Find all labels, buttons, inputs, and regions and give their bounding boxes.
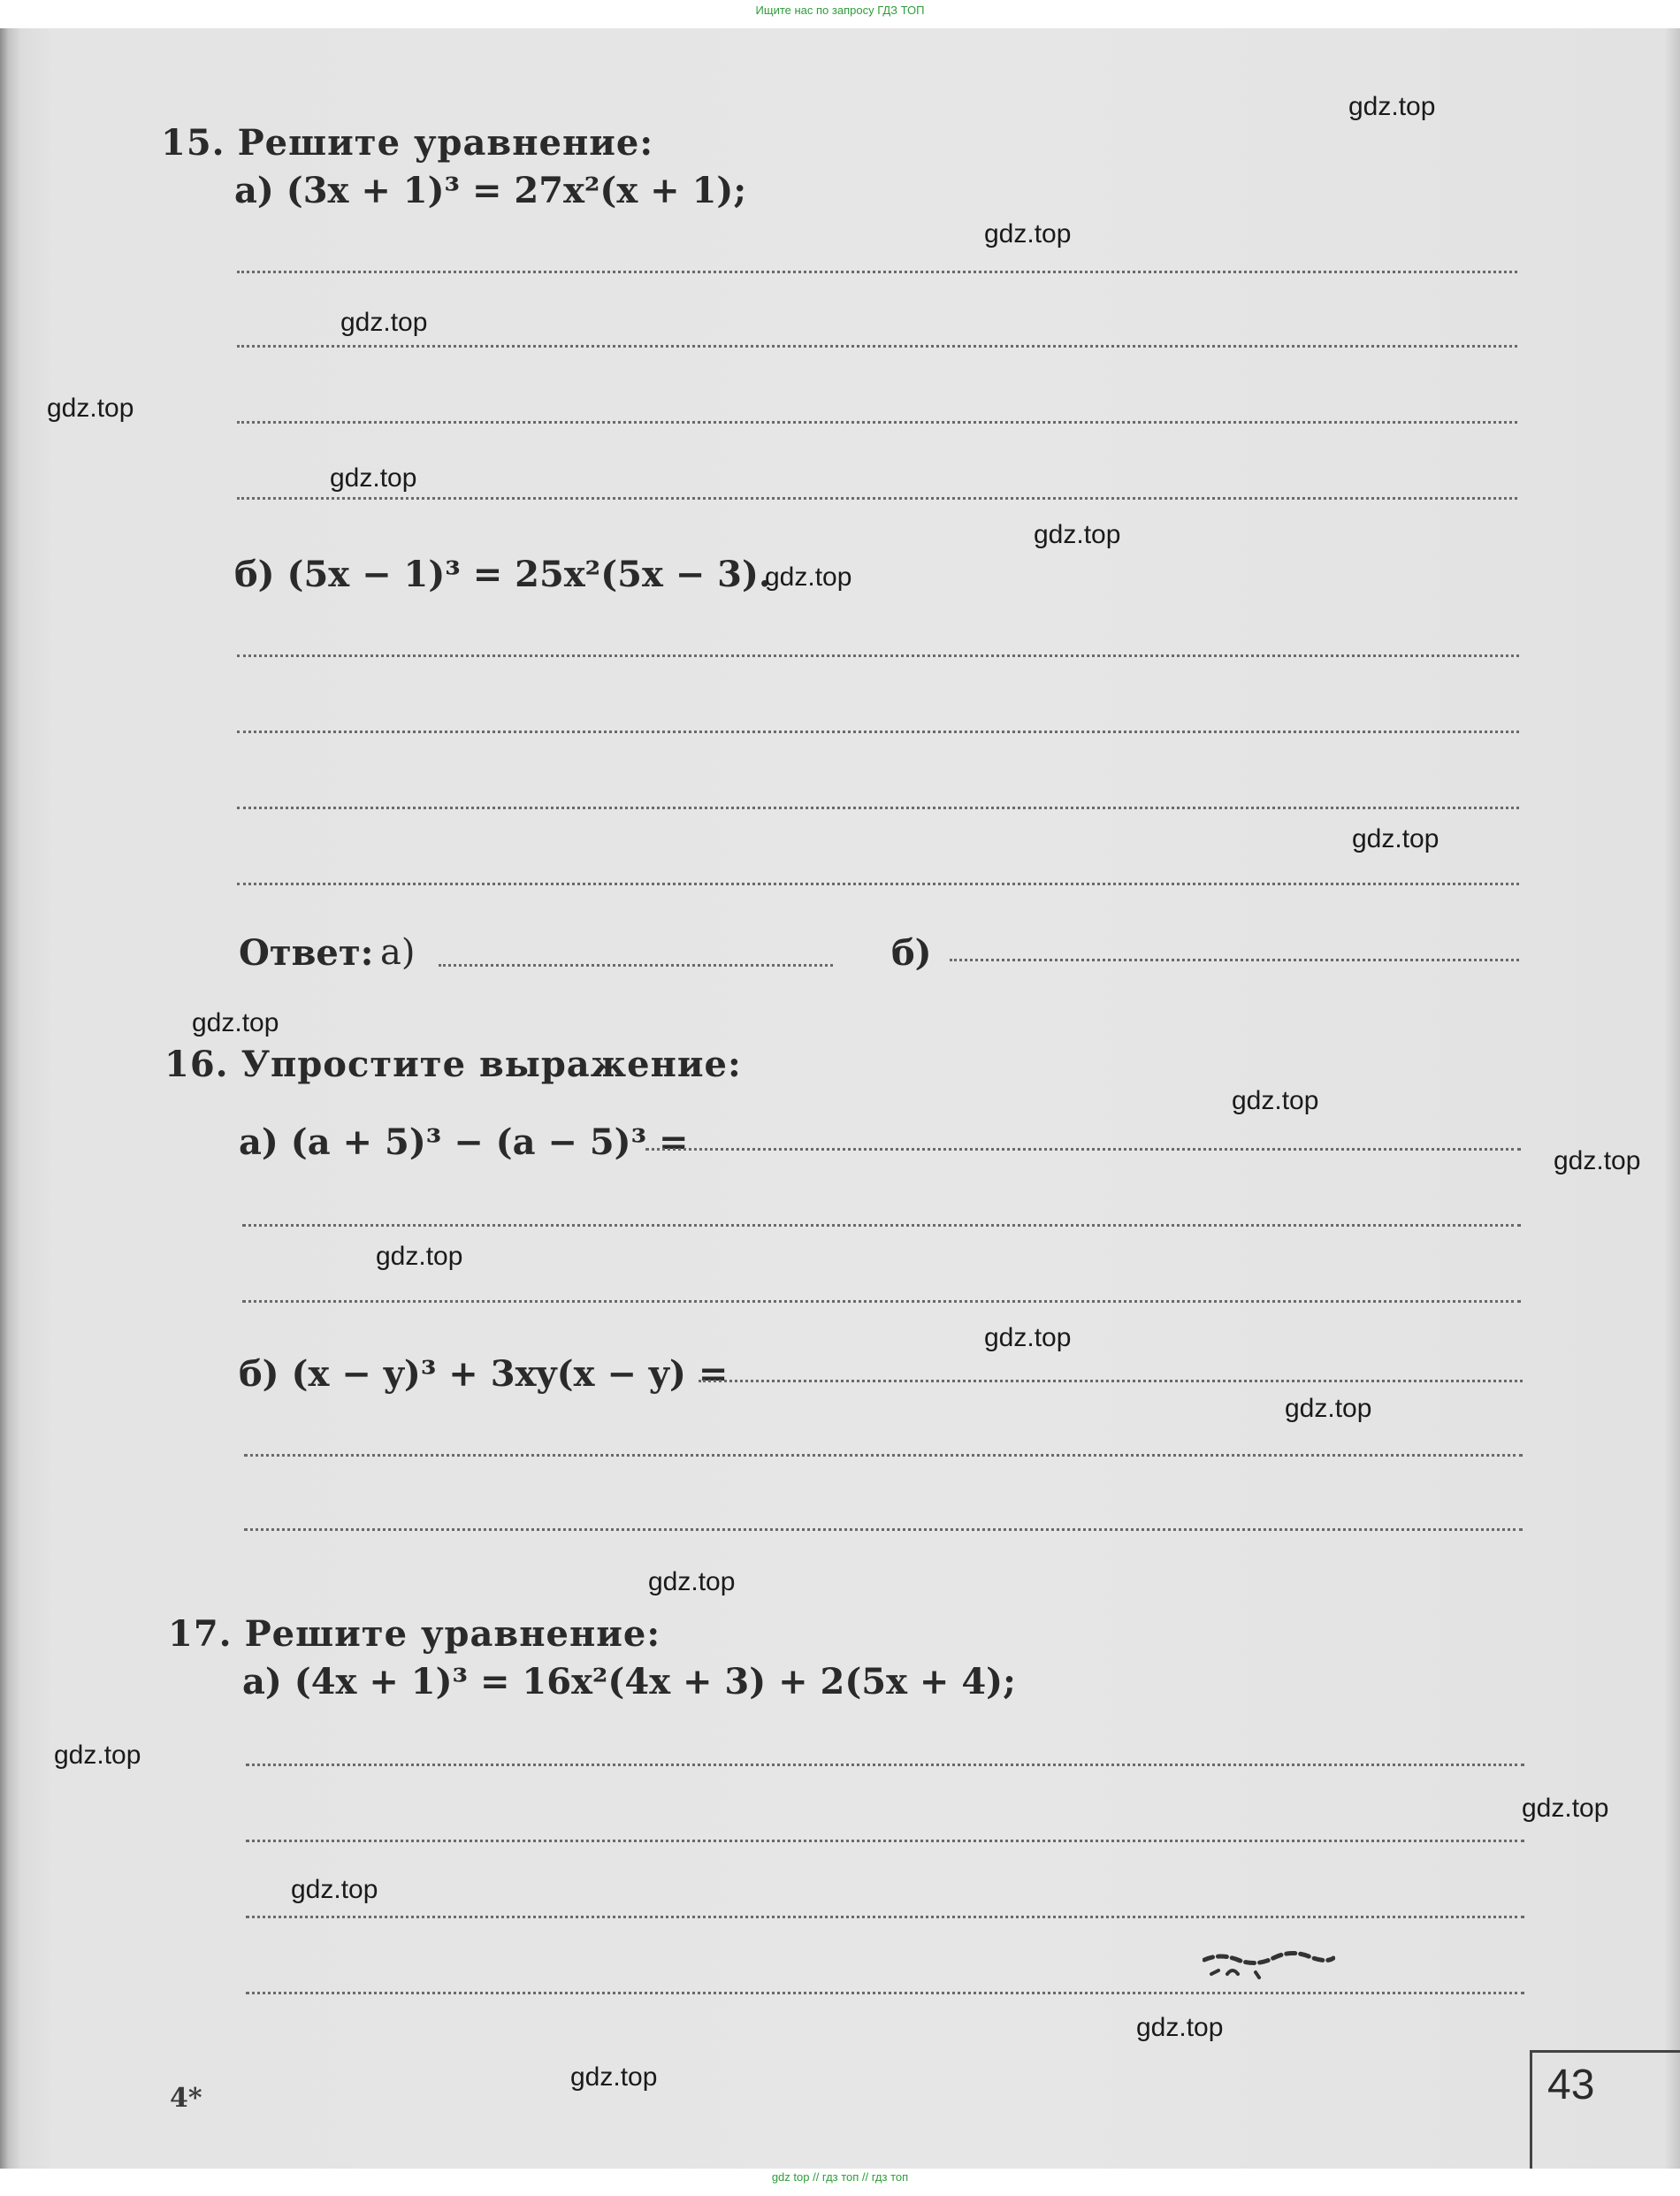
task-17-number: 17.	[168, 1613, 233, 1655]
top-banner[interactable]: Ищите нас по запросу ГДЗ ТОП	[755, 4, 925, 17]
task-15-answer-label: Ответ:	[239, 932, 374, 974]
watermark: gdz.top	[330, 463, 417, 493]
watermark: gdz.top	[192, 1008, 279, 1037]
task-15-answer-a-label: а)	[380, 932, 416, 973]
task-16b-formula: (x − y)³ + 3xy(x − y) =	[291, 1353, 729, 1395]
watermark: gdz.top	[1232, 1086, 1319, 1115]
watermark: gdz.top	[1034, 520, 1121, 549]
task-17-heading	[168, 1613, 661, 1655]
answer-line[interactable]	[246, 1764, 1524, 1766]
watermark: gdz.top	[1352, 824, 1439, 853]
task-17a-expression	[242, 1661, 1016, 1702]
task-16-title: Упростите выражение:	[241, 1044, 742, 1085]
watermark: gdz.top	[1522, 1794, 1609, 1823]
answer-line[interactable]	[244, 1528, 1523, 1531]
answer-line[interactable]	[645, 1148, 1521, 1151]
task-16-heading	[164, 1044, 742, 1085]
watermark: gdz.top	[765, 562, 852, 592]
answer-line[interactable]	[237, 654, 1519, 657]
task-17a-label: а)	[242, 1661, 282, 1702]
task-15-number: 15.	[161, 122, 225, 164]
answer-line[interactable]	[244, 1454, 1523, 1457]
task-15b-label: б)	[234, 554, 275, 595]
answer-line[interactable]	[246, 1916, 1524, 1918]
task-15b-formula: (5x − 1)³ = 25x²(5x − 3).	[286, 554, 771, 595]
watermark: gdz.top	[1348, 92, 1436, 121]
task-16a-formula: (a + 5)³ − (a − 5)³ =	[290, 1121, 689, 1163]
answer-line[interactable]	[242, 1300, 1521, 1303]
watermark: gdz.top	[340, 308, 428, 337]
answer-line[interactable]	[237, 345, 1517, 348]
workbook-page	[0, 28, 1680, 2169]
answer-a-field[interactable]	[439, 964, 833, 967]
answer-line[interactable]	[237, 731, 1519, 733]
watermark: gdz.top	[984, 219, 1072, 249]
ink-smudge	[1203, 1947, 1335, 1983]
task-15-answer-b-label: б)	[891, 932, 932, 974]
task-15b-expression	[234, 554, 771, 595]
task-16b-label: б)	[239, 1353, 279, 1395]
watermark: gdz.top	[648, 1567, 736, 1596]
answer-line[interactable]	[237, 497, 1517, 500]
task-15-heading	[161, 122, 653, 164]
task-16a-expression	[239, 1121, 689, 1163]
answer-line[interactable]	[246, 1992, 1524, 1994]
task-15-title: Решите уравнение:	[237, 122, 654, 164]
answer-line[interactable]	[242, 1224, 1521, 1227]
watermark: gdz.top	[376, 1242, 463, 1271]
task-16b-expression	[239, 1353, 728, 1395]
task-15a-expression	[234, 170, 746, 211]
watermark: gdz.top	[54, 1741, 141, 1770]
watermark: gdz.top	[1554, 1146, 1641, 1175]
watermark: gdz.top	[984, 1323, 1072, 1352]
page-number: 43	[1547, 2062, 1595, 2108]
task-17a-formula: (4x + 1)³ = 16x²(4x + 3) + 2(5x + 4);	[294, 1661, 1016, 1702]
footnote-mark: 4*	[170, 2083, 202, 2114]
answer-line[interactable]	[237, 271, 1517, 273]
watermark: gdz.top	[1285, 1394, 1372, 1423]
answer-line[interactable]	[699, 1380, 1523, 1382]
task-17-title: Решите уравнение:	[244, 1613, 661, 1655]
watermark: gdz.top	[47, 394, 134, 423]
watermark: gdz.top	[291, 1875, 378, 1904]
answer-line[interactable]	[237, 421, 1517, 424]
task-16a-label: а)	[239, 1121, 279, 1163]
answer-b-field[interactable]	[950, 959, 1519, 961]
answer-line[interactable]	[237, 883, 1519, 885]
task-15a-label: а)	[234, 170, 274, 211]
answer-line[interactable]	[237, 807, 1519, 809]
task-16-number: 16.	[164, 1044, 229, 1085]
task-15a-formula: (3x + 1)³ = 27x²(x + 1);	[286, 170, 747, 211]
watermark: gdz.top	[1136, 2013, 1224, 2042]
answer-line[interactable]	[246, 1840, 1524, 1842]
bottom-banner[interactable]: gdz top // гдз топ // гдз топ	[771, 2170, 909, 2184]
watermark: gdz.top	[570, 2062, 658, 2092]
